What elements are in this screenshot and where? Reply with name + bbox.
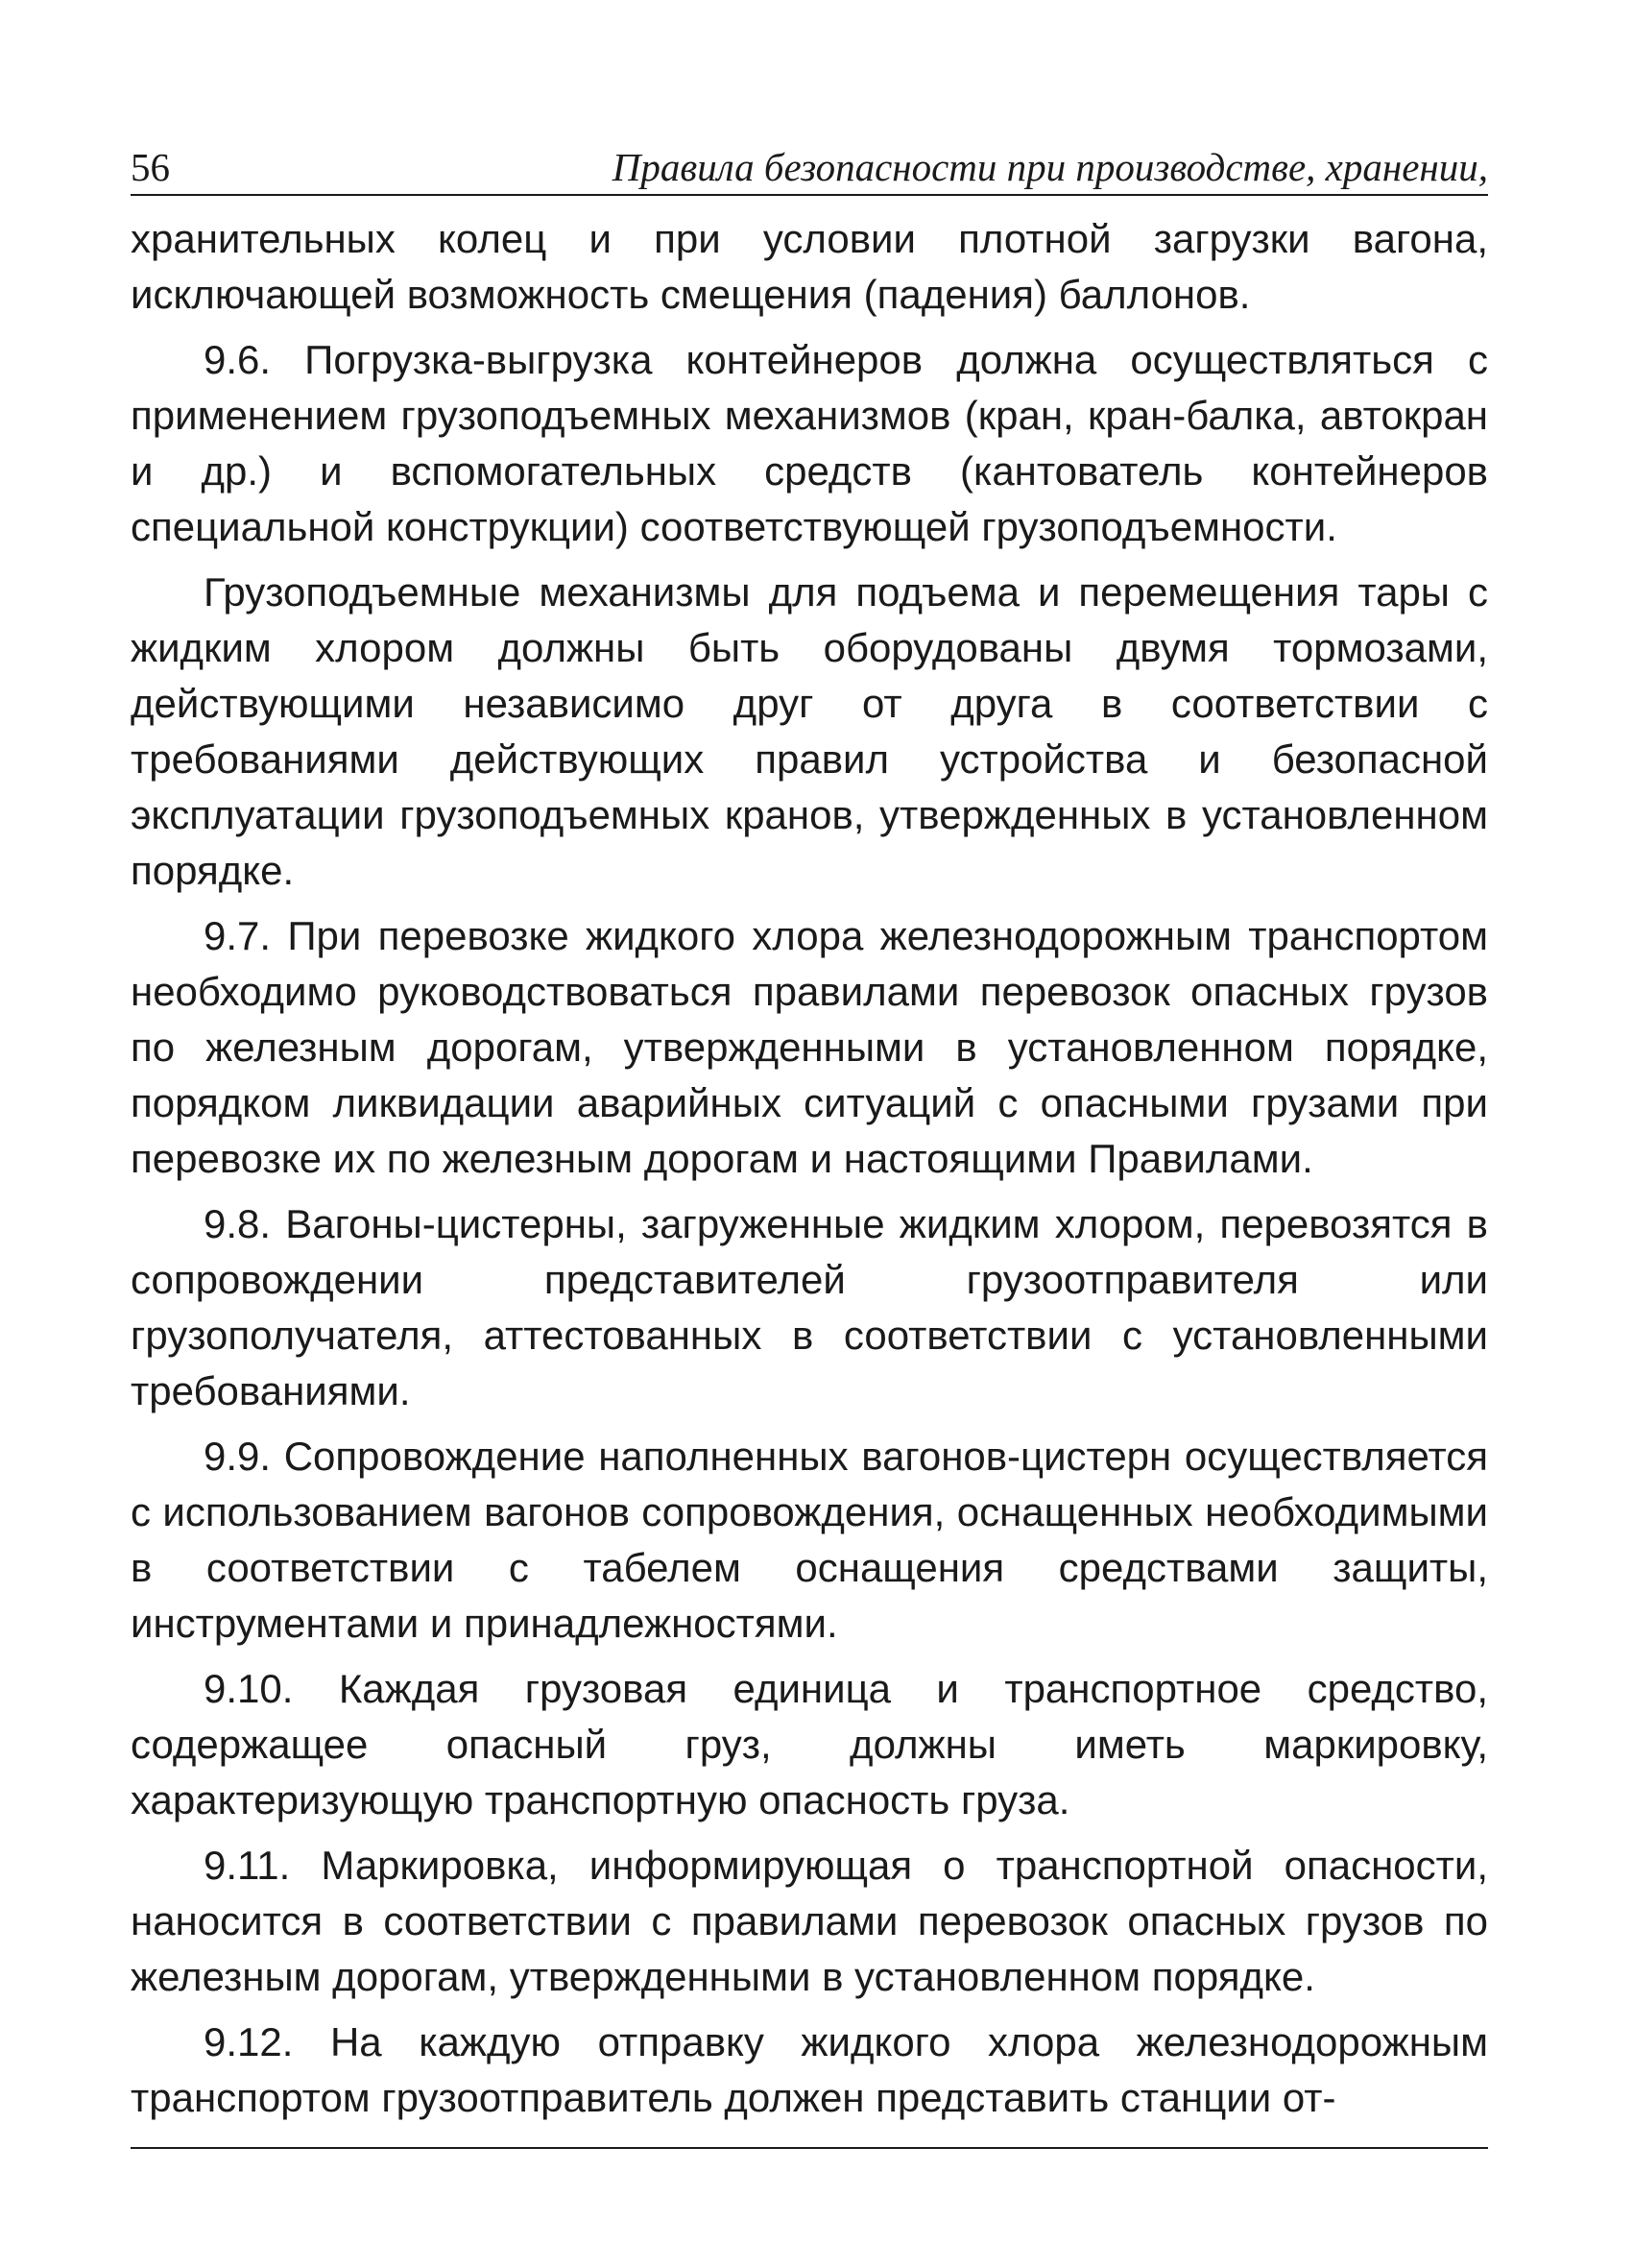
- bottom-rule: [131, 2147, 1488, 2149]
- paragraph-9-11: 9.11. Маркировка, информирующая о транспортной опасности, наносится в соответствии с правилами перевозок опасных грузов по железным дорогам, утвержденными в установленном порядке.: [131, 1843, 1488, 1999]
- paragraph-9-8: 9.8. Вагоны-цистерны, загруженные жидким хлором, перевозятся в сопровождении представителей грузоотправителя или грузополучателя, аттестованных в соответствии с установленными требованиями.: [131, 1201, 1488, 1413]
- document-page: [131, 144, 1488, 2149]
- paragraph-9-12: 9.12. На каждую отправку жидкого хлора железнодорожным транспортом грузоотправитель должен представить станции от-: [131, 2019, 1488, 2120]
- running-header: [131, 144, 1488, 196]
- running-title: Правила безопасности при производстве, хранении,: [612, 145, 1488, 189]
- paragraph-9-10: 9.10. Каждая грузовая единица и транспортное средство, содержащее опасный груз, должны иметь маркировку, характеризующую транспортную опасность груза.: [131, 1666, 1488, 1822]
- paragraph-continuation: хранительных колец и при условии плотной загрузки вагона, исключающей возможность смещения (падения) баллонов.: [131, 216, 1488, 317]
- paragraph-9-6: 9.6. Погрузка-выгрузка контейнеров должна осуществляться с применением грузоподъемных механизмов (кран, кран-балка, автокран и др.) и вспомогательных средств (кантователь контейнеров специальной конструкции) соответствующей грузоподъемности.: [131, 337, 1488, 549]
- paragraph-hoisting-mechanisms: Грузоподъемные механизмы для подъема и перемещения тары с жидким хлором должны быть оборудованы двумя тормозами, действующими независимо друг от друга в соответствии с требованиями действующих правил устройства и безопасной эксплуатации грузоподъемных кранов, утвержденных в установленном порядке.: [131, 569, 1488, 893]
- paragraph-9-9: 9.9. Сопровождение наполненных вагонов-цистерн осуществляется с использованием вагонов сопровождения, оснащенных необходимыми в соответствии с табелем оснащения средствами защиты, инструментами и принадлежностями.: [131, 1434, 1488, 1646]
- body-text: [131, 211, 1488, 2126]
- paragraph-9-7: 9.7. При перевозке жидкого хлора железнодорожным транспортом необходимо руководствоваться правилами перевозок опасных грузов по железным дорогам, утвержденными в установленном порядке, порядком ликвидации аварийных ситуаций с опасными грузами при перевозке их по железным дорогам и настоящими Правилами.: [131, 913, 1488, 1181]
- page-number: 56: [131, 145, 170, 189]
